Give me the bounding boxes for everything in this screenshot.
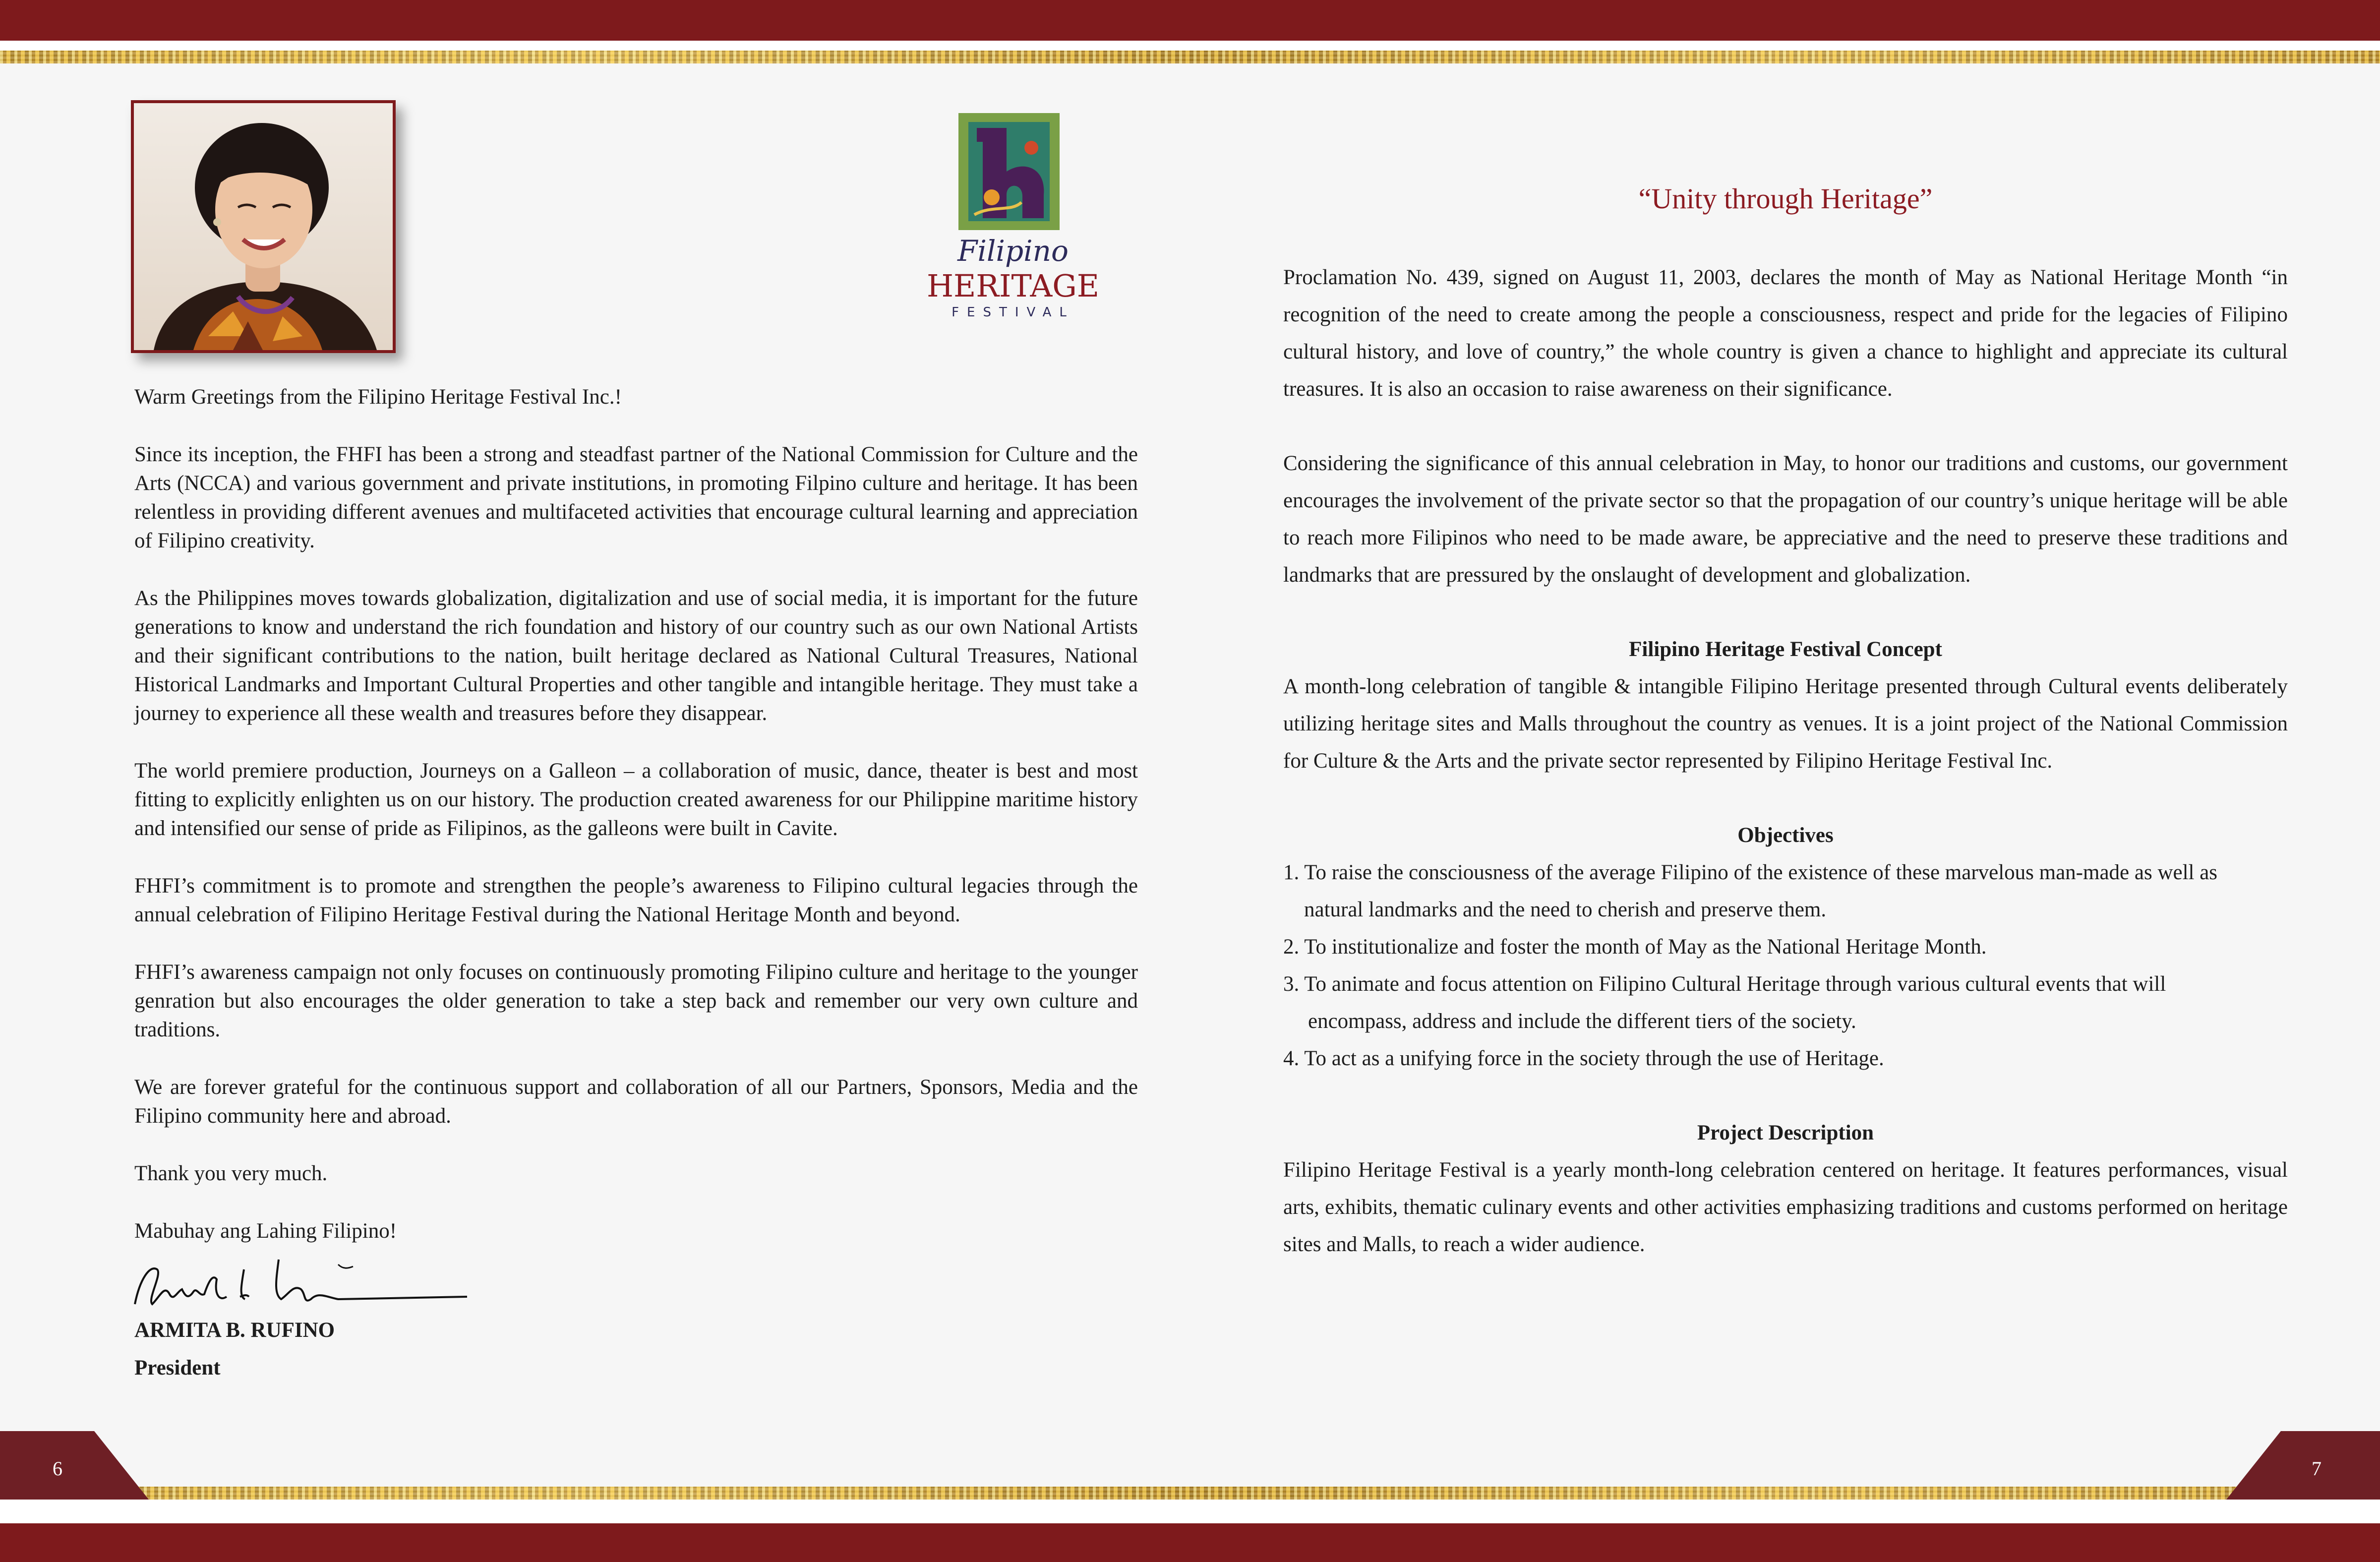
top-gold-band	[0, 51, 2380, 63]
logo-text-filipino: Filipino	[957, 234, 1069, 268]
intro-paragraph: Considering the significance of this annual celebration in May, to honor our traditions and customs, our government encourages the involvement of the private sector so that the propagation of our country’s unique heritage will be able to reach more Filipinos who need to be made aware, be appreciative and the need to preserve these traditions and landmarks that are pressured by the onslaught of development and globalization.	[1283, 452, 2288, 587]
top-maroon-band	[0, 0, 2380, 41]
thanks-line: Thank you very much.	[134, 1162, 328, 1185]
objectives-heading: Objectives	[1737, 824, 1834, 847]
page-number-tab-left	[0, 1431, 149, 1500]
portrait-illustration	[134, 103, 393, 350]
message-paragraph: FHFI’s commitment is to promote and strengthen the people’s awareness to Filipino cultural legacies through the annual celebration of Filipino Heritage Festival during the National Heritage Month and beyond.	[134, 874, 1138, 926]
greeting-line: Warm Greetings from the Filipino Heritage Festival Inc.!	[134, 385, 622, 409]
heritage-logo-mark	[926, 113, 1100, 321]
objective-continuation: encompass, address and include the different tiers of the society.	[1308, 1010, 1856, 1033]
intro-paragraph: Proclamation No. 439, signed on August 11, 2003, declares the month of May as National Heritage Month “in recognition of the need to create among the people a consciousness, respect and pride for the legacies of Filipino cultural history, and love of country,” the whole country is given a chance to highlight and appreciate its cultural treasures. It is also an occasion to raise awareness on their significance.	[1283, 266, 2288, 401]
logo-text-heritage: HERITAGE	[926, 268, 1100, 304]
president-message	[134, 383, 1138, 1274]
project-text: Filipino Heritage Festival is a yearly month-long celebration centered on heritage. It features performances, visual arts, exhibits, thematic culinary events and other activities emphasizing traditions and customs performed on heritage sites and Malls, to reach a wider audience.	[1283, 1158, 2288, 1256]
objective-item: 1. To raise the consciousness of the average Filipino of the existence of these marvelous man-made as well as	[1283, 861, 2218, 884]
message-paragraph: Since its inception, the FHFI has been a strong and steadfast partner of the National Commission for Culture and the Arts (NCCA) and various government and private institutions, in promoting Filpino culture and heritage. It has been relentless in providing different avenues and multifaceted activities that encourage cultural learning and appreciation of Filipino creativity.	[134, 443, 1138, 552]
concept-heading: Filipino Heritage Festival Concept	[1629, 638, 1942, 661]
bottom-gold-band	[0, 1487, 2380, 1500]
page-number-left: 6	[53, 1457, 62, 1480]
right-page-title: “Unity through Heritage”	[1638, 182, 1933, 215]
message-paragraph: As the Philippines moves towards globalization, digitalization and use of social media, it is important for the future generations to know and understand the rich foundation and history of our country such as our own National Artists and their significant contributions to the nation, built heritage declared as National Cultural Treasures, National Historical Landmarks and Important Cultural Properties and other tangible and intangible heritage. They must take a journey to experience all these wealth and treasures before they disappear.	[134, 587, 1138, 725]
heritage-info	[1283, 259, 2288, 1263]
president-portrait	[131, 100, 396, 353]
signatory-name: ARMITA B. RUFINO	[134, 1319, 335, 1342]
page-number-tab-right	[2226, 1431, 2380, 1500]
bottom-white-stripe	[0, 1500, 2380, 1523]
objectives-list	[1283, 854, 2288, 1077]
handwritten-signature	[130, 1250, 477, 1324]
signatory-title: President	[134, 1356, 221, 1380]
festival-logo	[926, 113, 1100, 321]
concept-text: A month-long celebration of tangible & intangible Filipino Heritage presented through Cultural events deliberately utilizing heritage sites and Malls throughout the country as venues. It is a joint project of the National Commission for Culture & the Arts and the private sector represented by Filipino Heritage Festival Inc.	[1283, 675, 2288, 773]
message-paragraph: The world premiere production, Journeys on a Galleon – a collaboration of music, dance, theater is best and most fitting to explicitly enlighten us on our history. The production created awareness for our Philippine maritime history and intensified our sense of pride as Filipinos, as the galleons were built in Cavite.	[134, 759, 1138, 840]
objective-item: 3. To animate and focus attention on Filipino Cultural Heritage through various cultural events that will	[1283, 972, 2166, 996]
message-paragraph: FHFI’s awareness campaign not only focuses on continuously promoting Filipino culture and heritage to the younger genration but also encourages the older generation to take a step back and remember our very own culture and traditions.	[134, 961, 1138, 1041]
objective-continuation: natural landmarks and the need to cherish and preserve them.	[1304, 898, 1827, 921]
objective-item: 2. To institutionalize and foster the month of May as the National Heritage Month.	[1283, 935, 1987, 959]
bottom-maroon-band	[0, 1523, 2380, 1562]
objective-item: 4. To act as a unifying force in the society through the use of Heritage.	[1283, 1047, 1884, 1070]
top-white-stripe	[0, 41, 2380, 51]
closing-line: Mabuhay ang Lahing Filipino!	[134, 1219, 397, 1243]
message-paragraph: We are forever grateful for the continuous support and collaboration of all our Partners, Sponsors, Media and the Filipino community here and abroad.	[134, 1076, 1138, 1128]
page-number-right: 7	[2312, 1457, 2321, 1480]
project-heading: Project Description	[1697, 1121, 1874, 1144]
logo-text-festival: FESTIVAL	[952, 305, 1074, 320]
